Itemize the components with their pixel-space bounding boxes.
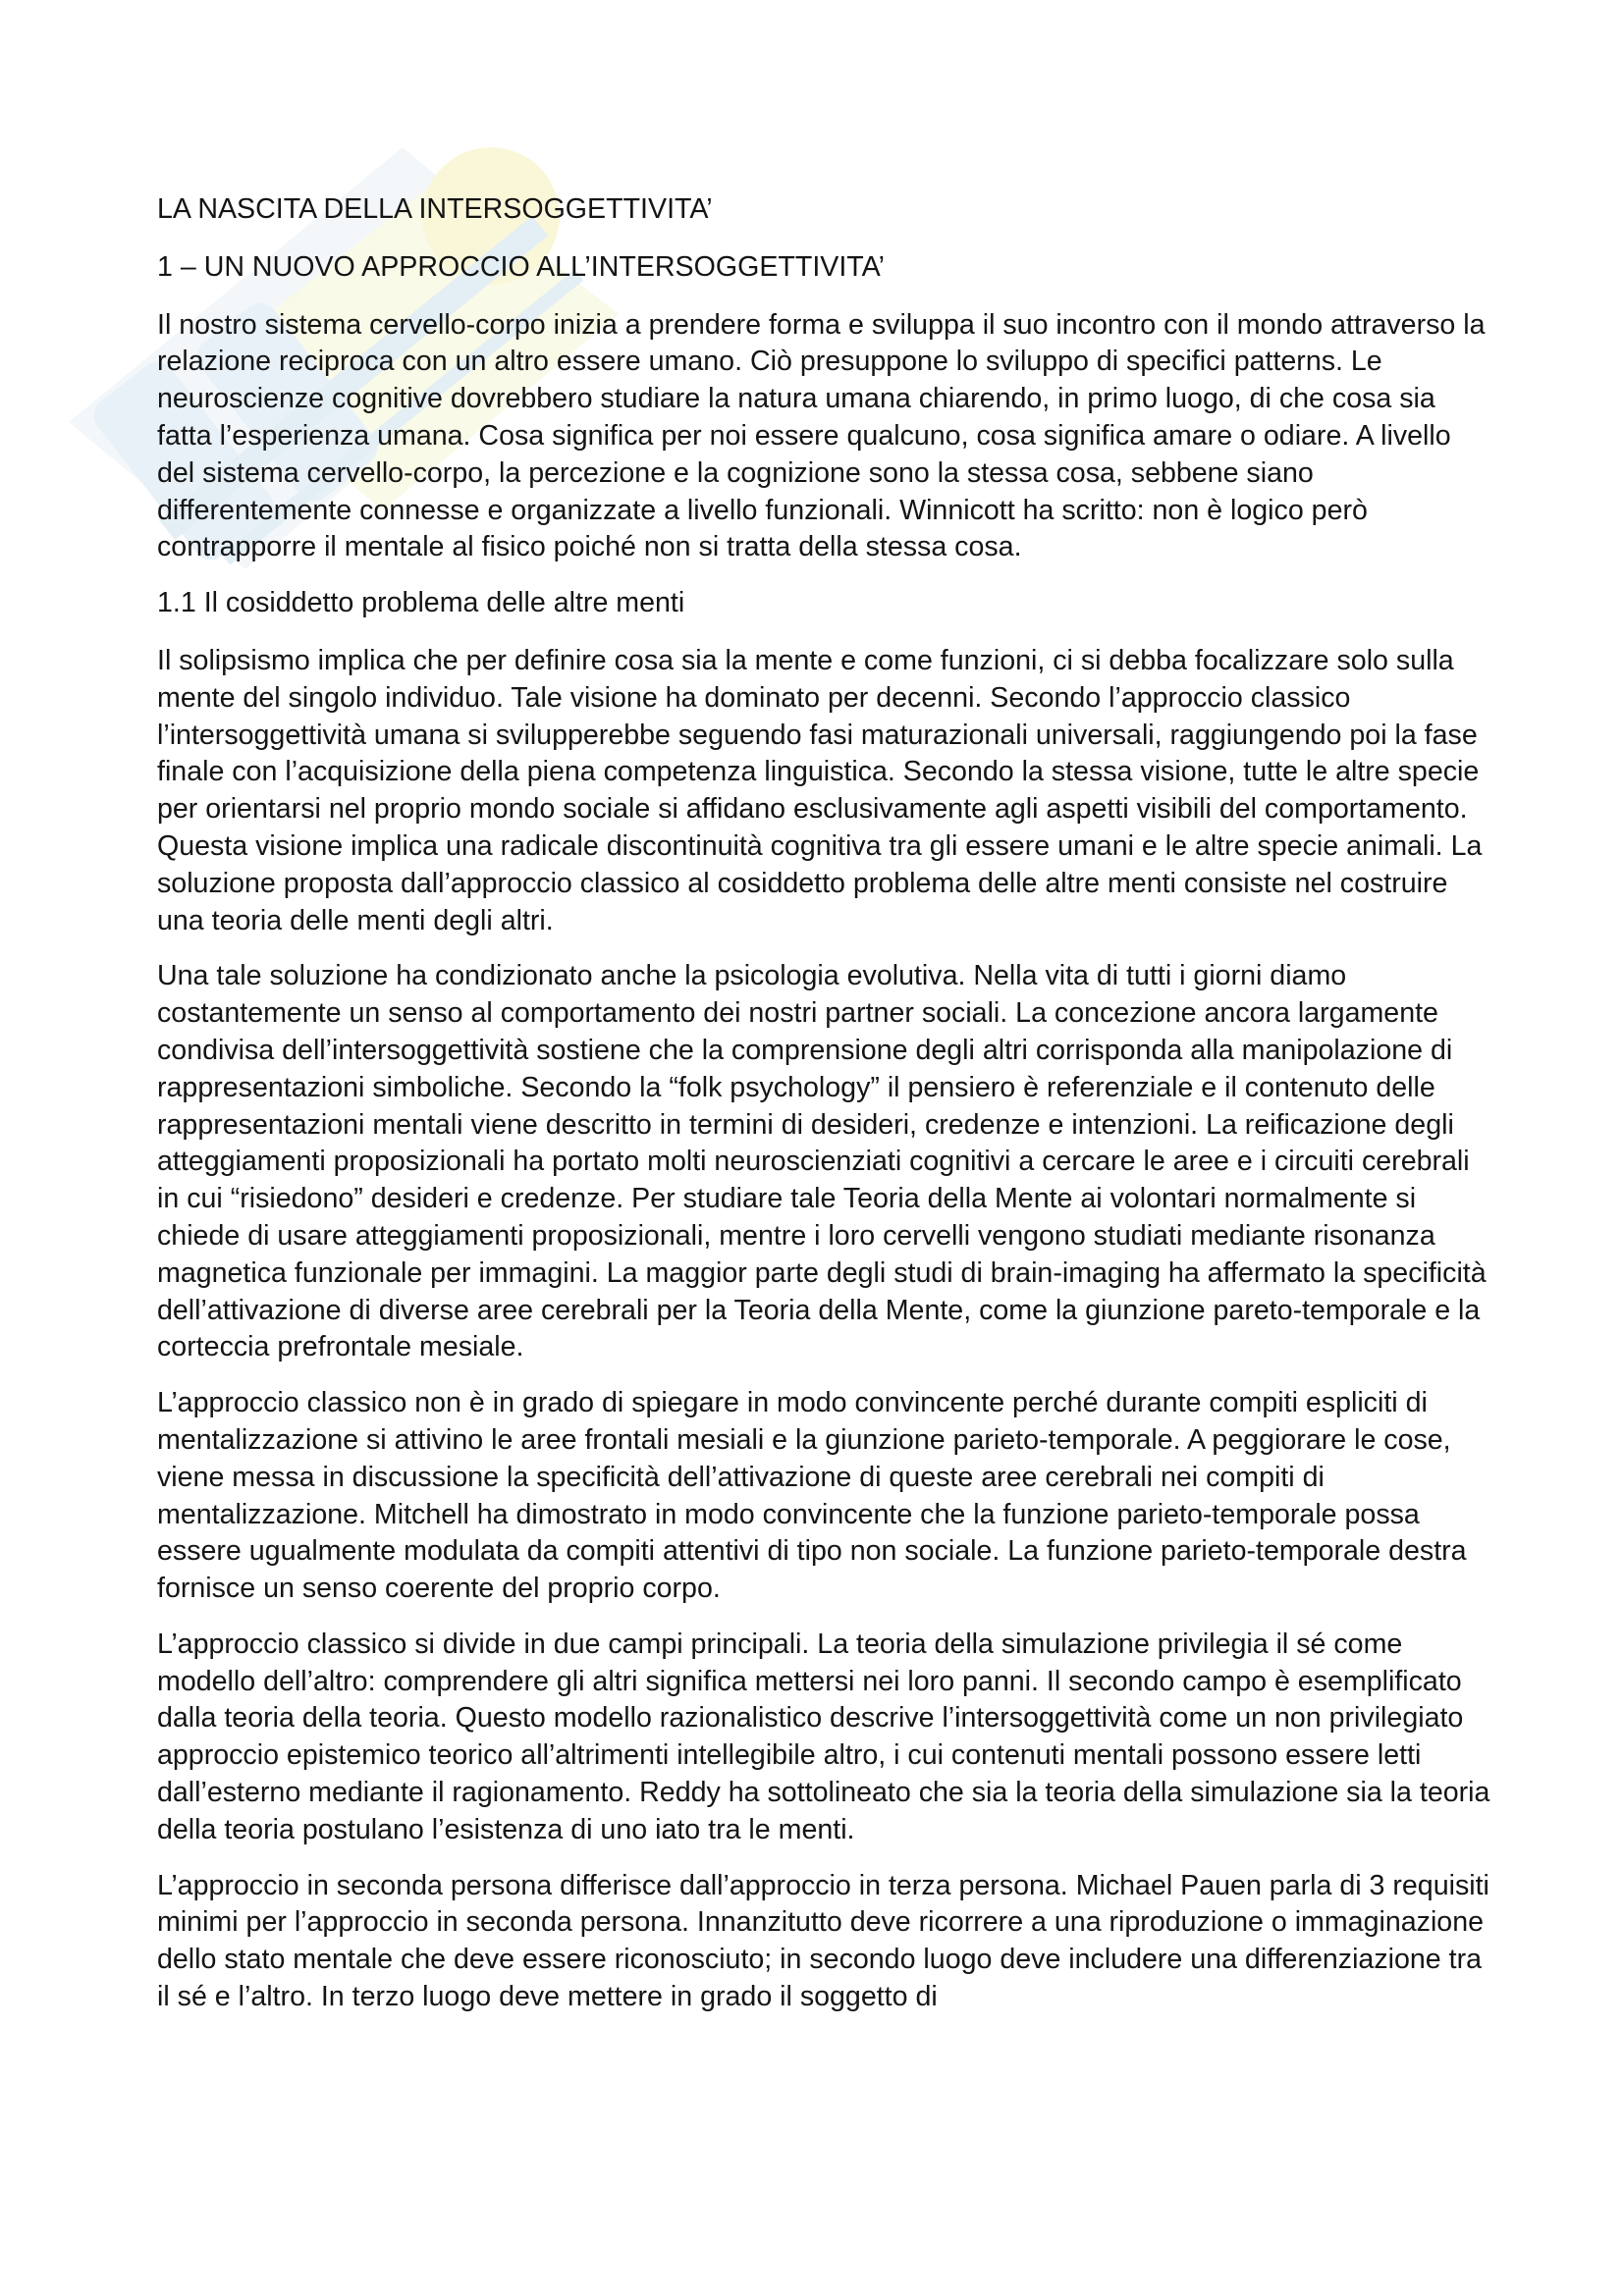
document-page xyxy=(157,191,1492,2035)
paragraph-4: L’approccio classico non è in grado di spiegare in modo convincente perché durante compiti espliciti di mentalizzazione si attivino le aree frontali mesiali e la giunzione parieto-temporale. A peggiorare le cose, viene messa in discussione la specificità dell’attivazione di queste aree cerebrali nei compiti di mentalizzazione. Mitchell ha dimostrato in modo convincente che la funzione parieto-temporale possa essere ugualmente modulata da compiti attentivi di tipo non sociale. La funzione parieto-temporale destra fornisce un senso coerente del proprio corpo. xyxy=(157,1387,1467,1605)
paragraph-3: Una tale soluzione ha condizionato anche la psicologia evolutiva. Nella vita di tutti i giorni diamo costantemente un senso al comportamento dei nostri partner sociali. La concezione ancora largamente condivisa dell’intersoggettività sostiene che la comprensione degli altri corrisponda alla manipolazione di rappresentazioni simboliche. Secondo la “folk psychology” il pensiero è referenziale e il contenuto delle rappresentazioni mentali viene descritto in termini di desideri, credenze e intenzioni. La reificazione degli atteggiamenti proposizionali ha portato molti neuroscienziati cognitivi a cercare le aree e i circuiti cerebrali in cui “risiedono” desideri e credenze. Per studiare tale Teoria della Mente ai volontari normalmente si chiede di usare atteggiamenti proposizionali, mentre i loro cervelli vengono studiati mediante risonanza magnetica funzionale per immagini. La maggior parte degli studi di brain-imaging ha affermato la specificità dell’attivazione di diverse aree cerebrali per la Teoria della Mente, come la giunzione pareto-temporale e la corteccia prefrontale mesiale. xyxy=(157,960,1487,1363)
section-heading: 1 – UN NUOVO APPROCCIO ALL’INTERSOGGETTIVITA’ xyxy=(157,250,885,283)
paragraph-5: L’approccio classico si divide in due campi principali. La teoria della simulazione privilegia il sé come modello dell’altro: comprendere gli altri significa mettersi nei loro panni. Il secondo campo è esemplificato dalla teoria della teoria. Questo modello razionalistico descrive l’intersoggettività come un non privilegiato approccio epistemico teorico all’altrimenti intellegibile altro, i cui contenuti mentali possono essere letti dall’esterno mediante il ragionamento. Reddy ha sottolineato che sia la teoria della simulazione sia la teoria della teoria postulano l’esistenza di uno iato tra le menti. xyxy=(157,1628,1490,1845)
subsection-heading: 1.1 Il cosiddetto problema delle altre menti xyxy=(157,587,685,619)
paragraph-2: Il solipsismo implica che per definire cosa sia la mente e come funzioni, ci si debba focalizzare solo sulla mente del singolo individuo. Tale visione ha dominato per decenni. Secondo l’approccio classico l’intersoggettività umana si svilupperebbe seguendo fasi maturazionali universali, raggiungendo poi la fase finale con l’acquisizione della piena competenza linguistica. Secondo la stessa visione, tutte le altre specie per orientarsi nel proprio mondo sociale si affidano esclusivamente agli aspetti visibili del comportamento. Questa visione implica una radicale discontinuità cognitiva tra gli essere umani e le altre specie animali. La soluzione proposta dall’approccio classico al cosiddetto problema delle altre menti consiste nel costruire una teoria delle menti degli altri. xyxy=(157,644,1483,936)
paragraph-1: Il nostro sistema cervello-corpo inizia a prendere forma e sviluppa il suo incontro con il mondo attraverso la relazione reciproca con un altro essere umano. Ciò presuppone lo sviluppo di specifici patterns. Le neuroscienze cognitive dovrebbero studiare la natura umana chiarendo, in primo luogo, di che cosa sia fatta l’esperienza umana. Cosa significa per noi essere qualcuno, cosa significa amare o odiare. A livello del sistema cervello-corpo, la percezione e la cognizione sono la stessa cosa, sebbene siano differentemente connesse e organizzate a livello funzionali. Winnicott ha scritto: non è logico però contrapporre il mentale al fisico poiché non si tratta della stessa cosa. xyxy=(157,308,1486,563)
paragraph-6: L’approccio in seconda persona differisce dall’approccio in terza persona. Michael Pauen parla di 3 requisiti minimi per l’approccio in seconda persona. Innanzitutto deve ricorrere a una riproduzione o immaginazione dello stato mentale che deve essere riconosciuto; in secondo luogo deve includere una differenziazione tra il sé e l’altro. In terzo luogo deve mettere in grado il soggetto di xyxy=(157,1869,1489,2013)
document-title: LA NASCITA DELLA INTERSOGGETTIVITA’ xyxy=(157,193,713,225)
